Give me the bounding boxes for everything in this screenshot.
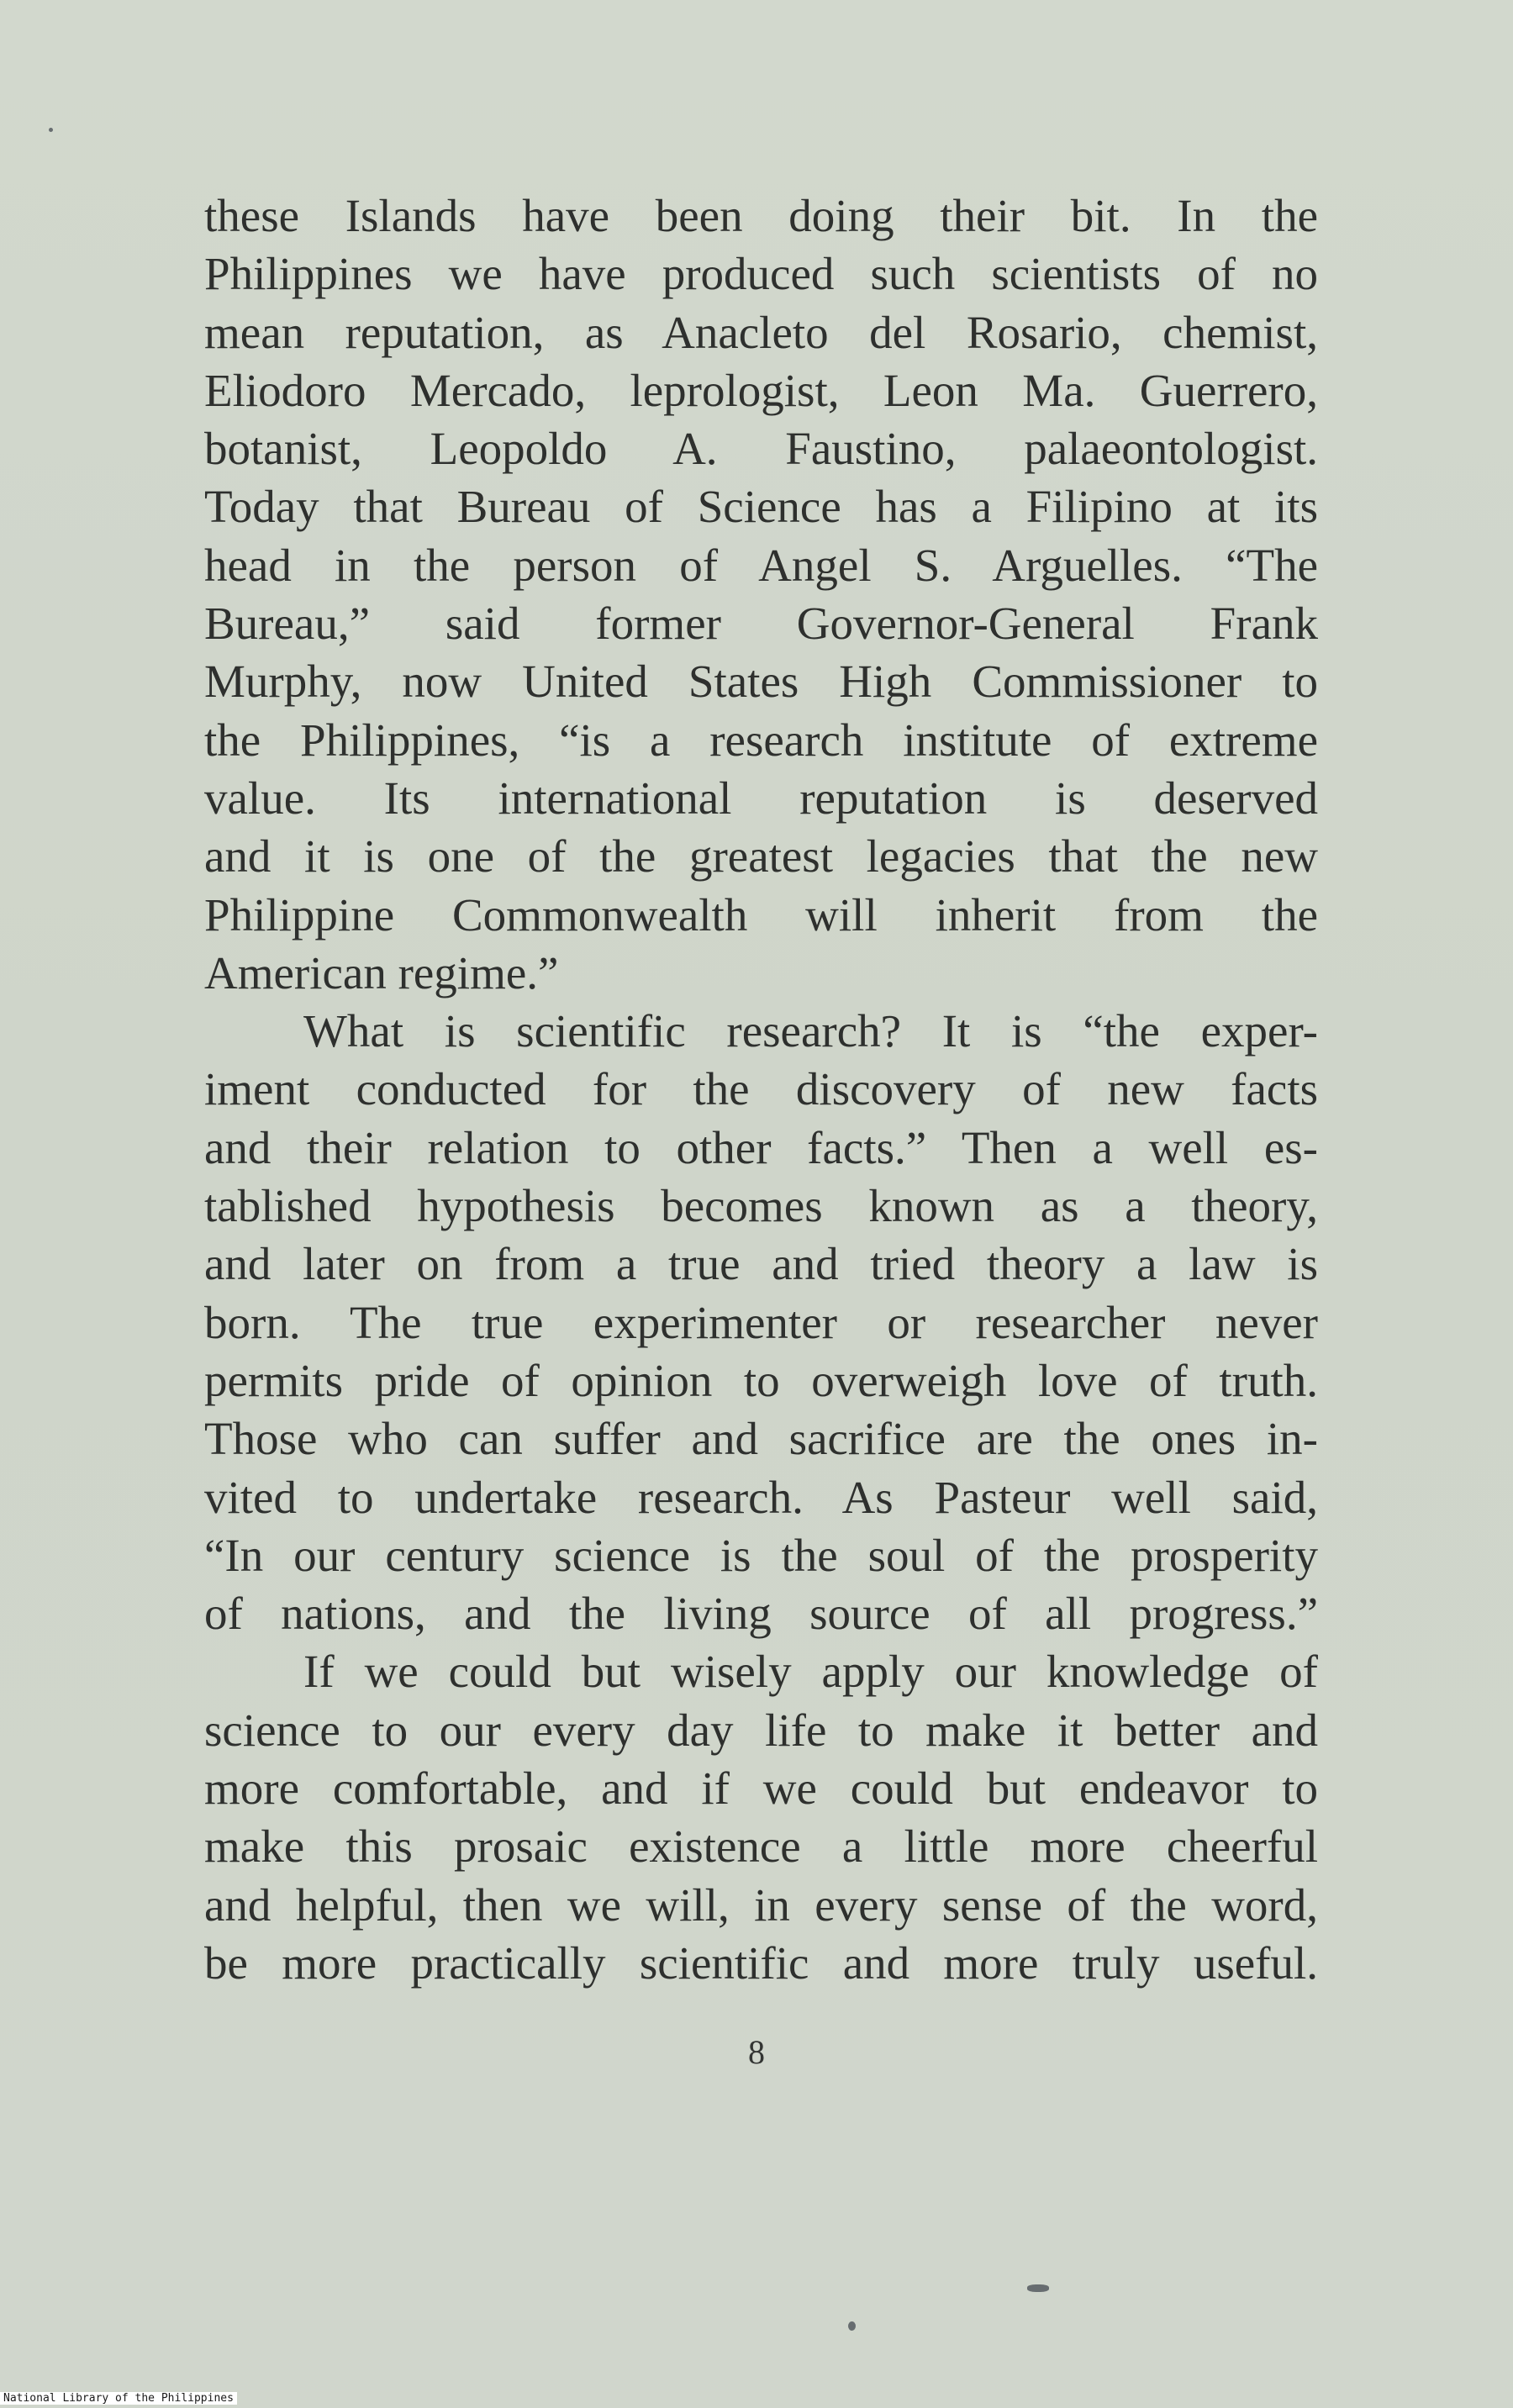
text-line: and helpful, then we will, in every sense of the word, <box>204 1878 1318 1931</box>
text-line: and later on from a true and tried theory a law is <box>204 1238 1318 1290</box>
text-line: Bureau,” said former Governor-General Frank <box>204 598 1318 650</box>
text-line: Eliodoro Mercado, leprologist, Leon Ma. Guerrero, <box>204 364 1318 416</box>
text-line: head in the person of Angel S. Arguelles. “The <box>204 539 1318 591</box>
paragraph-3 <box>204 1642 1318 1992</box>
text-line: these Islands have been doing their bit. In the <box>204 190 1318 241</box>
text-line: Today that Bureau of Science has a Filipino at its <box>204 481 1318 533</box>
text-line: tablished hypothesis becomes known as a theory, <box>204 1180 1318 1232</box>
text-line: vited to undertake research. As Pasteur well said, <box>204 1471 1318 1523</box>
paper-speck <box>848 2321 856 2331</box>
text-line: value. Its international reputation is deserved <box>204 772 1318 824</box>
text-line: American regime.” <box>204 946 559 999</box>
text-line: If we could but wisely apply our knowledge of <box>303 1646 1318 1698</box>
text-line: and their relation to other facts.” Then a well es- <box>204 1121 1318 1173</box>
text-line: permits pride of opinion to overweigh love of truth. <box>204 1354 1318 1406</box>
text-line: be more practically scientific and more truly useful. <box>204 1936 1318 1989</box>
text-line: What is scientific research? It is “the exper- <box>303 1005 1318 1057</box>
body-text <box>204 187 1318 1992</box>
text-line: of nations, and the living source of all progress.” <box>204 1588 1318 1640</box>
text-line: born. The true experimenter or researcher never <box>204 1296 1318 1348</box>
text-line: iment conducted for the discovery of new facts <box>204 1063 1318 1115</box>
text-line: make this prosaic existence a little more cheerful <box>204 1820 1318 1873</box>
paragraph-1 <box>204 187 1318 1002</box>
text-line: the Philippines, “is a research institute of extreme <box>204 714 1318 766</box>
text-line: botanist, Leopoldo A. Faustino, palaeontologist. <box>204 423 1318 475</box>
paper-speck <box>1027 2284 1049 2292</box>
text-line: “In our century science is the soul of the prosperity <box>204 1529 1318 1581</box>
text-line: Those who can suffer and sacrifice are the ones in- <box>204 1413 1318 1465</box>
text-line: science to our every day life to make it better and <box>204 1704 1318 1756</box>
text-line: Philippines we have produced such scientists of no <box>204 248 1318 300</box>
text-line: mean reputation, as Anacleto del Rosario, chemist, <box>204 306 1318 358</box>
text-line: and it is one of the greatest legacies that the new <box>204 830 1318 883</box>
page-number: 8 <box>748 2033 765 2071</box>
footer-credit: National Library of the Philippines <box>0 2392 237 2405</box>
text-line: Philippine Commonwealth will inherit from the <box>204 888 1318 941</box>
text-line: Murphy, now United States High Commissioner to <box>204 656 1318 708</box>
paragraph-2 <box>204 1002 1318 1642</box>
text-line: more comfortable, and if we could but endeavor to <box>204 1763 1318 1815</box>
paper-speck <box>49 128 53 132</box>
